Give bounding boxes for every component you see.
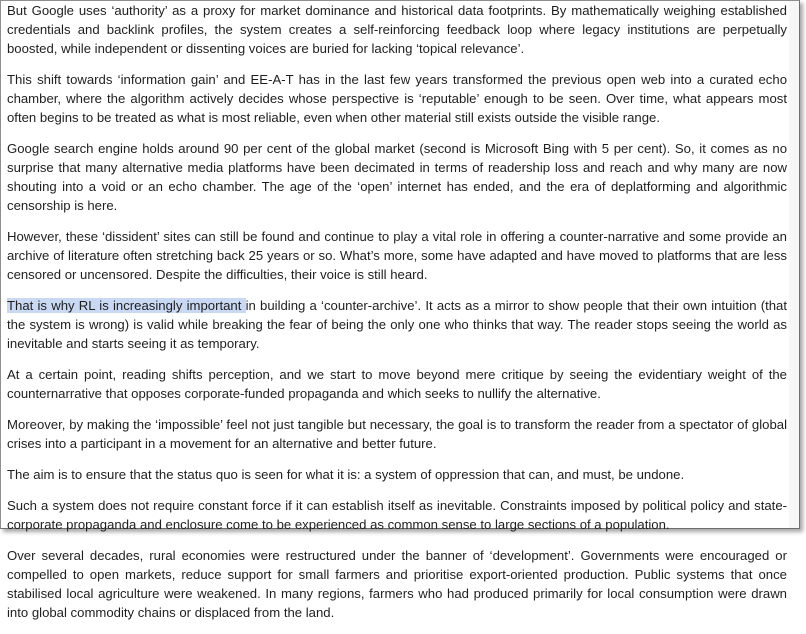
paragraph-8: The aim is to ensure that the status quo is seen for what it is: a system of oppression that can, and must, be undone.	[7, 467, 685, 482]
paragraph-9: Such a system does not require constant force if it can establish itself as inevitable. Constraints imposed by political policy and state-corporate propaganda and enclosure come to be experienced as common sense to large sections of a population.	[7, 498, 787, 532]
paragraph-2: This shift towards ‘information gain’ and EE-A-T has in the last few years transformed the previous open web into a curated echo chamber, where the algorithm actively decides whose perspective is ‘reputable’ enough to be seen. Over time, what appears most often begins to be treated as what is most reliable, even when other material still exists outside the visible range.	[7, 72, 787, 125]
vertical-scrollbar[interactable]	[789, 1, 799, 528]
paragraph-3: Google search engine holds around 90 per cent of the global market (second is Microsoft Bing with 5 per cent). So, it comes as no surprise that many alternative media platforms have been decimated in terms of readership loss and reach and why many are now shouting into a void or an echo chamber. The age of the ‘open’ internet has ended, and the era of deplatforming and algorithmic censorship is here.	[7, 141, 787, 213]
selected-text[interactable]: That is why RL is increasingly important	[7, 298, 246, 313]
paragraph-4: However, these ‘dissident’ sites can still be found and continue to play a vital role in offering a counter-narrative and some provide an archive of literature often stretching back 25 years or so. What’s more, some have adapted and have moved to platforms that are less censored or uncensored. Despite the difficulties, their voice is still heard.	[7, 229, 787, 282]
paragraph-6: At a certain point, reading shifts perception, and we start to move beyond mere critique by seeing the evidentiary weight of the counternarrative that opposes corporate-funded propaganda and which seeks to nullify the alternative.	[7, 367, 787, 401]
paragraph-5	[7, 296, 787, 353]
document-body	[7, 1, 787, 634]
paragraph-1: But Google uses ‘authority’ as a proxy for market dominance and historical data footprints. By mathematically weighing established credentials and backlink profiles, the system creates a self-reinforcing feedback loop where legacy institutions are perpetually boosted, while independent or dissenting voices are buried for lacking ‘topical relevance’.	[7, 3, 787, 56]
paragraph-7: Moreover, by making the ‘impossible’ feel not just tangible but necessary, the goal is to transform the reader from a spectator of global crises into a participant in a movement for an alternative and better future.	[7, 417, 787, 451]
paragraph-10: Over several decades, rural economies were restructured under the banner of ‘development’. Governments were encouraged or compelled to open markets, reduce support for small farmers and prioritise export-oriented production. Public systems that once stabilised local agriculture were weakened. In many regions, farmers who had produced primarily for local consumption were drawn into global commodity chains or displaced from the land.	[7, 548, 787, 620]
paragraph-5-rest: in building a ‘counter-archive’. It acts as a mirror to show people that their own intuition (that the system is wrong) is valid while breaking the fear of being the only one who thinks that way. The reader stops seeing the world as inevitable and starts seeing it as temporary.	[7, 298, 788, 351]
